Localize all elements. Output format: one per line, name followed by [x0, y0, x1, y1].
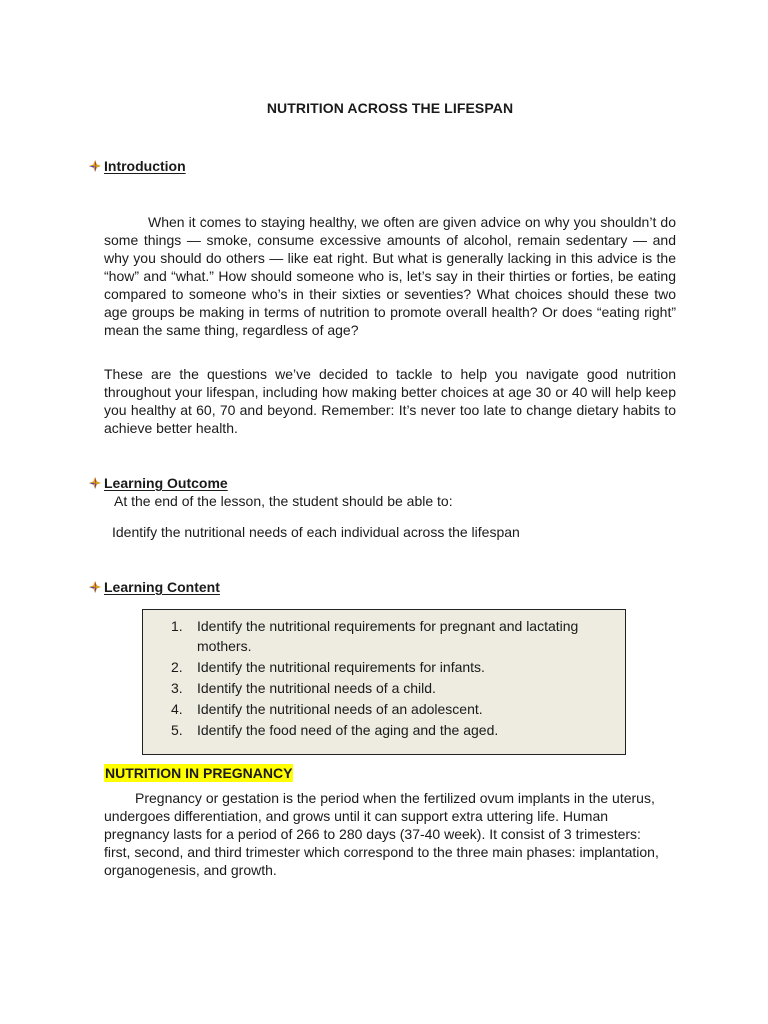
list-number: 1. [171, 618, 183, 634]
list-number: 5. [171, 722, 183, 738]
list-text: Identify the nutritional needs of a child. [197, 680, 436, 696]
outcome-item: Identify the nutritional needs of each individual across the lifespan [112, 524, 520, 540]
section-title: Introduction [104, 158, 186, 174]
outcome-lead: At the end of the lesson, the student should be able to: [114, 493, 453, 509]
section-title: Learning Content [104, 579, 220, 595]
section-introduction [88, 157, 186, 175]
list-item [171, 616, 611, 656]
learning-content-box [142, 609, 626, 755]
list-text: Identify the nutritional needs of an adolescent. [197, 701, 483, 717]
pregnancy-paragraph: Pregnancy or gestation is the period when the fertilized ovum implants in the uterus, undergoes differentiation, and grows until it can support extra uttering life. Human pregnancy lasts for a period of 266 to 280 days (37-40 week). It consist of 3 trimesters: first, second, and third trimester which correspond to the three main phases: implantation, organogenesis, and growth. [104, 790, 659, 878]
list-item [171, 699, 611, 719]
section-title: Learning Outcome [104, 475, 228, 491]
four-point-star-bullet-icon [88, 159, 102, 173]
intro-paragraph-2: These are the questions we’ve decided to tackle to help you navigate good nutrition throughout your lifespan, including how making better choices at age 30 or 40 will help keep you healthy at 60, 70 and beyond. Remember: It’s never too late to change dietary habits to achieve better health. [104, 366, 676, 436]
list-number: 4. [171, 701, 183, 717]
list-item [171, 720, 611, 740]
list-number: 3. [171, 680, 183, 696]
pregnancy-heading: NUTRITION IN PREGNANCY [105, 765, 293, 781]
intro-paragraph-1: When it comes to staying healthy, we often are given advice on why you shouldn’t do some things — smoke, consume excessive amounts of alcohol, remain sedentary — and why you should do others — like eat right. But what is generally lacking in this advice is the “how” and “what.” How should someone who is, let’s say in their thirties or forties, be eating compared to someone who’s in their sixties or seventies? What choices should these two age groups be making in terms of nutrition to promote overall health? Or does “eating right” mean the same thing, regardless of age? [104, 214, 676, 338]
list-text: Identify the nutritional requirements for pregnant and lactating mothers. [197, 618, 579, 654]
list-text: Identify the food need of the aging and the aged. [197, 722, 499, 738]
list-item [171, 678, 611, 698]
four-point-star-bullet-icon [88, 580, 102, 594]
list-number: 2. [171, 659, 183, 675]
list-text: Identify the nutritional requirements for infants. [197, 659, 485, 675]
list-item [171, 657, 611, 677]
section-learning-outcome [88, 474, 228, 492]
learning-content-list [171, 616, 611, 741]
four-point-star-bullet-icon [88, 476, 102, 490]
section-learning-content [88, 578, 220, 596]
page-title: NUTRITION ACROSS THE LIFESPAN [266, 100, 514, 116]
